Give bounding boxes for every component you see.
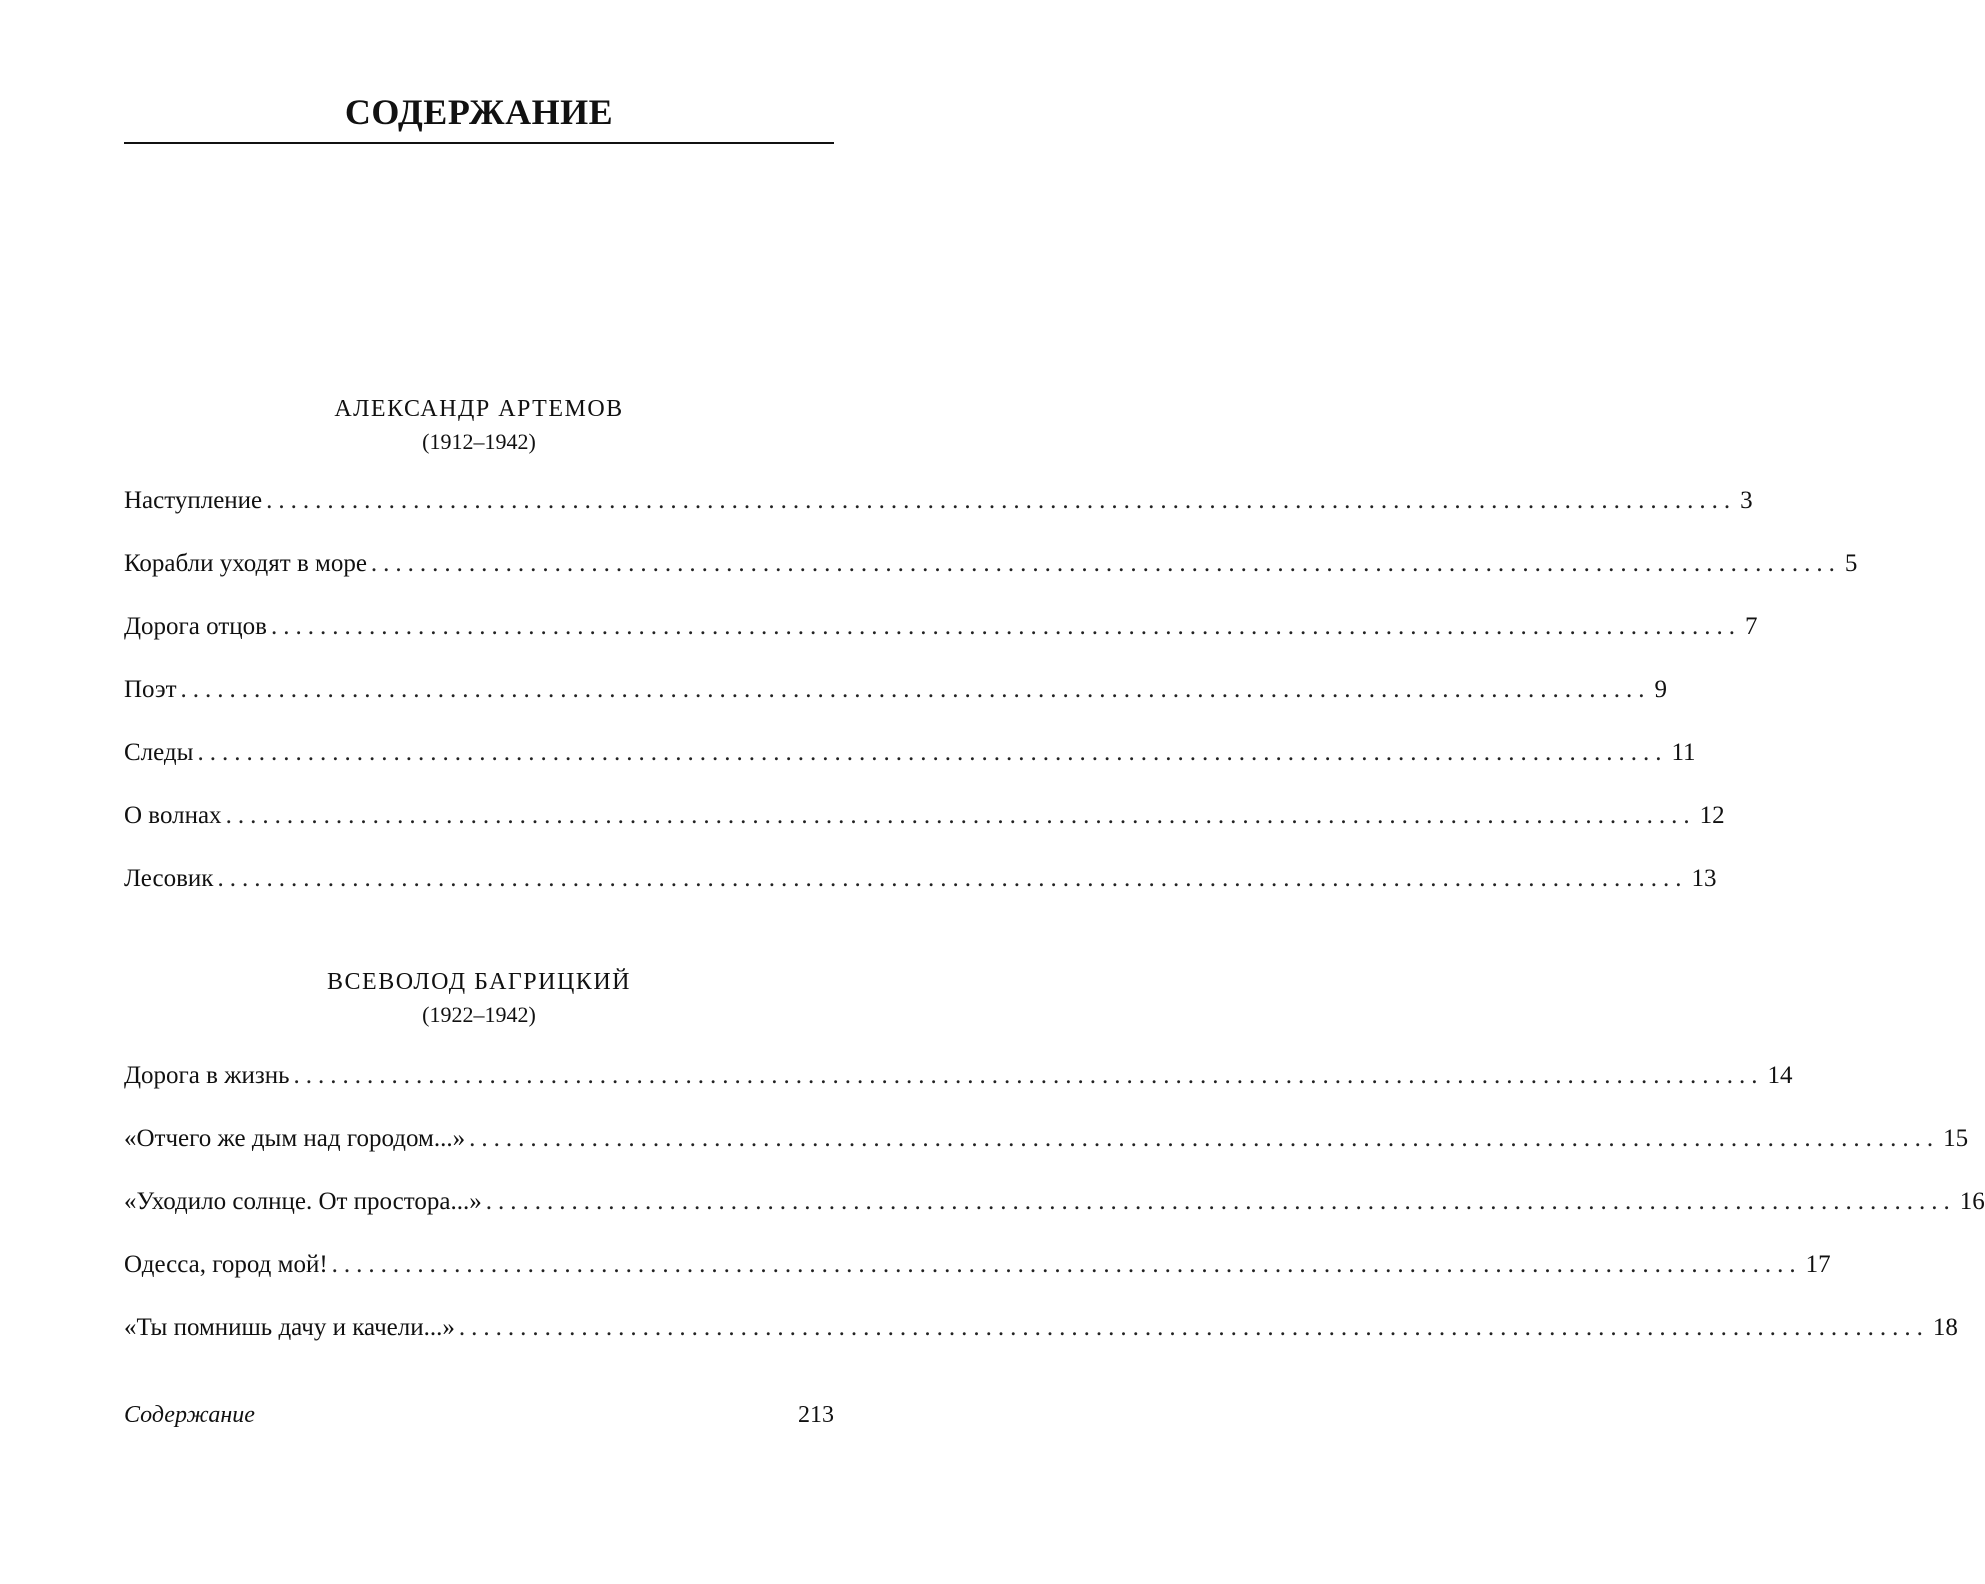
- toc-entry[interactable]: [124, 801, 1725, 864]
- toc-entry-title: Наступление: [124, 487, 263, 514]
- toc-entry-title: Дорога отцов: [124, 613, 267, 640]
- dot-leader: ........................................................................................................................: [225, 802, 1696, 829]
- toc-entry-page: 11: [1671, 739, 1696, 766]
- dot-leader: ........................................................................................................................: [293, 1062, 1764, 1089]
- toc-entry[interactable]: [124, 1061, 1793, 1124]
- toc-entry-page: 12: [1699, 802, 1725, 829]
- dot-leader: ........................................................................................................................: [270, 613, 1741, 640]
- toc-entry-title: Одесса, город мой!: [124, 1251, 328, 1278]
- dot-leader: ........................................................................................................................: [197, 739, 1668, 766]
- toc-entry-page: 5: [1844, 550, 1858, 577]
- toc-entry-title: «Уходило солнце. От простора...»: [124, 1188, 482, 1215]
- author-years: (1922–1942): [422, 1002, 536, 1027]
- toc-entry-title: Поэт: [124, 676, 177, 703]
- toc-entry-page: 18: [1932, 1314, 1958, 1341]
- author-years: (1912–1942): [422, 429, 536, 454]
- toc-entry-title: «Отчего же дым над городом...»: [124, 1125, 466, 1152]
- toc-entry-page: 13: [1691, 865, 1717, 892]
- dot-leader: ........................................................................................................................: [331, 1251, 1802, 1278]
- toc-entry-page: 16: [1959, 1188, 1985, 1215]
- toc-entry-page: 9: [1654, 676, 1668, 703]
- dot-leader: ........................................................................................................................: [458, 1314, 1929, 1341]
- toc-entry[interactable]: [124, 864, 1717, 927]
- author-heading: [124, 392, 834, 458]
- toc-entry[interactable]: [124, 1124, 1969, 1187]
- toc-list: [124, 1061, 1985, 1376]
- author-name: АЛЕКСАНДР АРТЕМОВ: [334, 396, 624, 422]
- dot-leader: ........................................................................................................................: [469, 1125, 1940, 1152]
- toc-entry[interactable]: [124, 1313, 1958, 1376]
- toc-entry-title: Лесовик: [124, 865, 214, 892]
- toc-entry-title: О волнах: [124, 802, 222, 829]
- dot-leader: ........................................................................................................................: [180, 676, 1651, 703]
- toc-entry-page: 14: [1767, 1062, 1793, 1089]
- running-footer: [124, 1398, 834, 1432]
- toc-entry-page: 7: [1744, 613, 1758, 640]
- title-rule: [124, 142, 834, 144]
- dot-leader: ........................................................................................................................: [485, 1188, 1956, 1215]
- footer-section-label: Содержание: [124, 1402, 255, 1428]
- author-name: ВСЕВОЛОД БАГРИЦКИЙ: [327, 969, 631, 995]
- toc-list: [124, 486, 1858, 927]
- footer-page-number: 213: [798, 1402, 834, 1428]
- toc-entry[interactable]: [124, 675, 1668, 738]
- toc-entry-title: «Ты помнишь дачу и качели...»: [124, 1314, 455, 1341]
- dot-leader: ........................................................................................................................: [370, 550, 1841, 577]
- toc-entry[interactable]: [124, 612, 1758, 675]
- toc-entry-title: Следы: [124, 739, 194, 766]
- toc-entry[interactable]: [124, 549, 1858, 612]
- toc-entry-page: 3: [1740, 487, 1753, 514]
- toc-entry-title: Дорога в жизнь: [124, 1062, 290, 1089]
- toc-entry-title: Корабли уходят в море: [124, 550, 367, 577]
- toc-entry[interactable]: [124, 1250, 1831, 1313]
- toc-entry[interactable]: [124, 486, 1753, 549]
- author-heading: [124, 965, 834, 1031]
- toc-entry[interactable]: [124, 1187, 1985, 1250]
- toc-entry-page: 17: [1805, 1251, 1831, 1278]
- toc-entry[interactable]: [124, 738, 1696, 801]
- page-title: СОДЕРЖАНИЕ: [344, 92, 614, 132]
- dot-leader: ........................................................................................................................: [217, 865, 1688, 892]
- dot-leader: ........................................................................................................................: [266, 487, 1737, 514]
- toc-entry-page: 15: [1943, 1125, 1969, 1152]
